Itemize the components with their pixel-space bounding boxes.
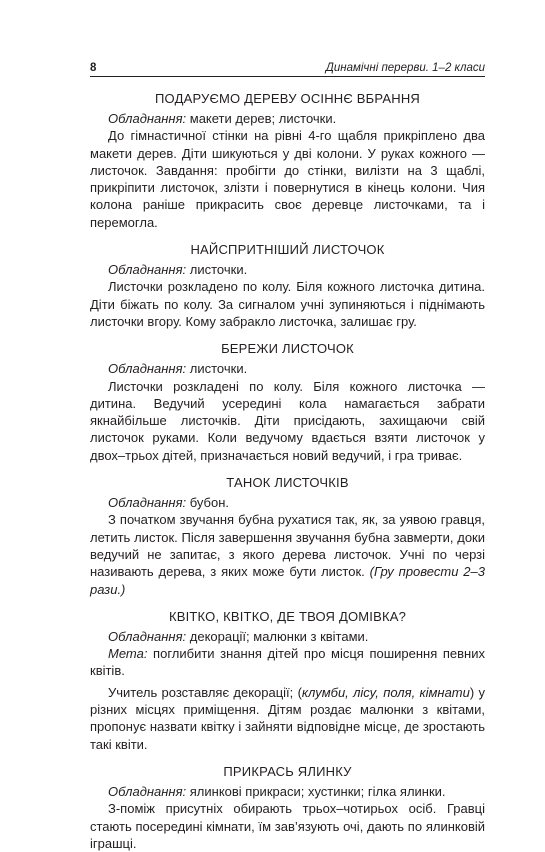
equipment-label: Обладнання: (108, 495, 187, 511)
section-autumn-dress (90, 90, 485, 231)
section-flower-home (90, 608, 485, 753)
paragraph (90, 684, 485, 753)
equipment-label: Обладнання: (108, 111, 187, 126)
paragraph (90, 511, 485, 597)
equipment-line (90, 110, 485, 127)
page-number: 8 (90, 62, 97, 74)
section-title: ПОДАРУЄМО ДЕРЕВУ ОСІННЄ ВБРАННЯ (155, 91, 420, 106)
running-title: Динамічні перерви. 1–2 класи (325, 62, 485, 74)
paragraph-start: Учитель розставляє декорації; ( (108, 684, 302, 700)
equipment-text: ялинкові прикраси; хустинки; гілка ялинки. (186, 783, 446, 799)
equipment-line (90, 783, 485, 800)
section-decorate-tree (90, 763, 485, 852)
equipment-text: декорації; малюнки з квітами. (186, 628, 369, 644)
equipment-label: Обладнання: (108, 361, 187, 377)
section-title: БЕРЕЖИ ЛИСТОЧОК (221, 341, 354, 357)
paragraph: Листочки розкладено по колу. Біля кожного листочка дитина. Діти біжать по колу. За сигналом учні зупиняються і піднімають листочки вгору. Кому забракло листочка, залишає гру. (90, 279, 485, 329)
section-title: КВІТКО, КВІТКО, ДЕ ТВОЯ ДОМІВКА? (168, 608, 407, 624)
equipment-text: листочки. (186, 361, 248, 377)
equipment-text: макети дерев; листочки. (186, 111, 337, 126)
paragraph: З-поміж присутніх обирають трьох–чотирьох осіб. Гравці стають посередині кімнати, їм зав’язують очі, дають по ялинковій іграшці. (90, 801, 485, 851)
equipment-text: бубон. (186, 495, 230, 511)
paragraph-main: З початком звучання бубна рухатися так, як, за уявою гравця, летить листок. Після завершення звучання бубна завмерти, доки ведучий не запитає, з якого дерева листочок. Учні по черзі називають дерева, з яких може бути листок. (90, 512, 485, 580)
paragraph-note: (Гру провести 2–3 рази.) (90, 564, 485, 597)
equipment-line (90, 261, 485, 278)
paragraph-end: ) у різних місцях приміщення. Дітям роздає малюнки з квітами, пропонує назвати квітку і зайняти відповідне місце, де зростають такі квіти. (90, 684, 485, 752)
equipment-line (90, 494, 485, 511)
paragraph: Листочки розкладені по колу. Біля кожного листочка — дитина. Ведучий усередині кола намагається забрати якнайбільше листочків. Діти присідають, захищаючи свій листочок руками. Коли ведучому вдається взяти листочок у двох–трьох дітей, призначається новий ведучий, і гра триває. (90, 378, 485, 463)
equipment-line (90, 628, 485, 645)
goal-label: Мета: (108, 646, 148, 662)
equipment-text: листочки. (186, 262, 248, 278)
page-header (90, 60, 485, 77)
section-leaf-dance (90, 474, 485, 598)
section-title: ТАНОК ЛИСТОЧКІВ (226, 475, 349, 491)
equipment-label: Обладнання: (108, 262, 187, 278)
paragraph-italic: клумби, лісу, поля, кімнати (301, 684, 470, 700)
equipment-label: Обладнання: (108, 783, 187, 799)
book-page (90, 60, 485, 852)
paragraph: До гімнастичної стінки на рівні 4-го щабля прикріплено два макети дерев. Діти шикуються у дві колони. У руках кожного — листочок. Завдання: пробігти до стінки, вилізти на 3 щаблі, прикріпити листочок, злізти і повернутися в кінець колони. Чия колона раніше прикрасить своє деревце листочками, та і перемогла. (90, 128, 485, 230)
goal-line (90, 645, 485, 680)
section-protect-leaf (90, 340, 485, 464)
section-agile-leaf (90, 241, 485, 330)
section-title: НАЙСПРИТНІШИЙ ЛИСТОЧОК (190, 242, 385, 258)
goal-text: поглибити знання дітей про місця поширення певних квітів. (90, 646, 485, 679)
section-title: ПРИКРАСЬ ЯЛИНКУ (223, 763, 352, 779)
equipment-label: Обладнання: (108, 628, 187, 644)
equipment-line (90, 360, 485, 377)
